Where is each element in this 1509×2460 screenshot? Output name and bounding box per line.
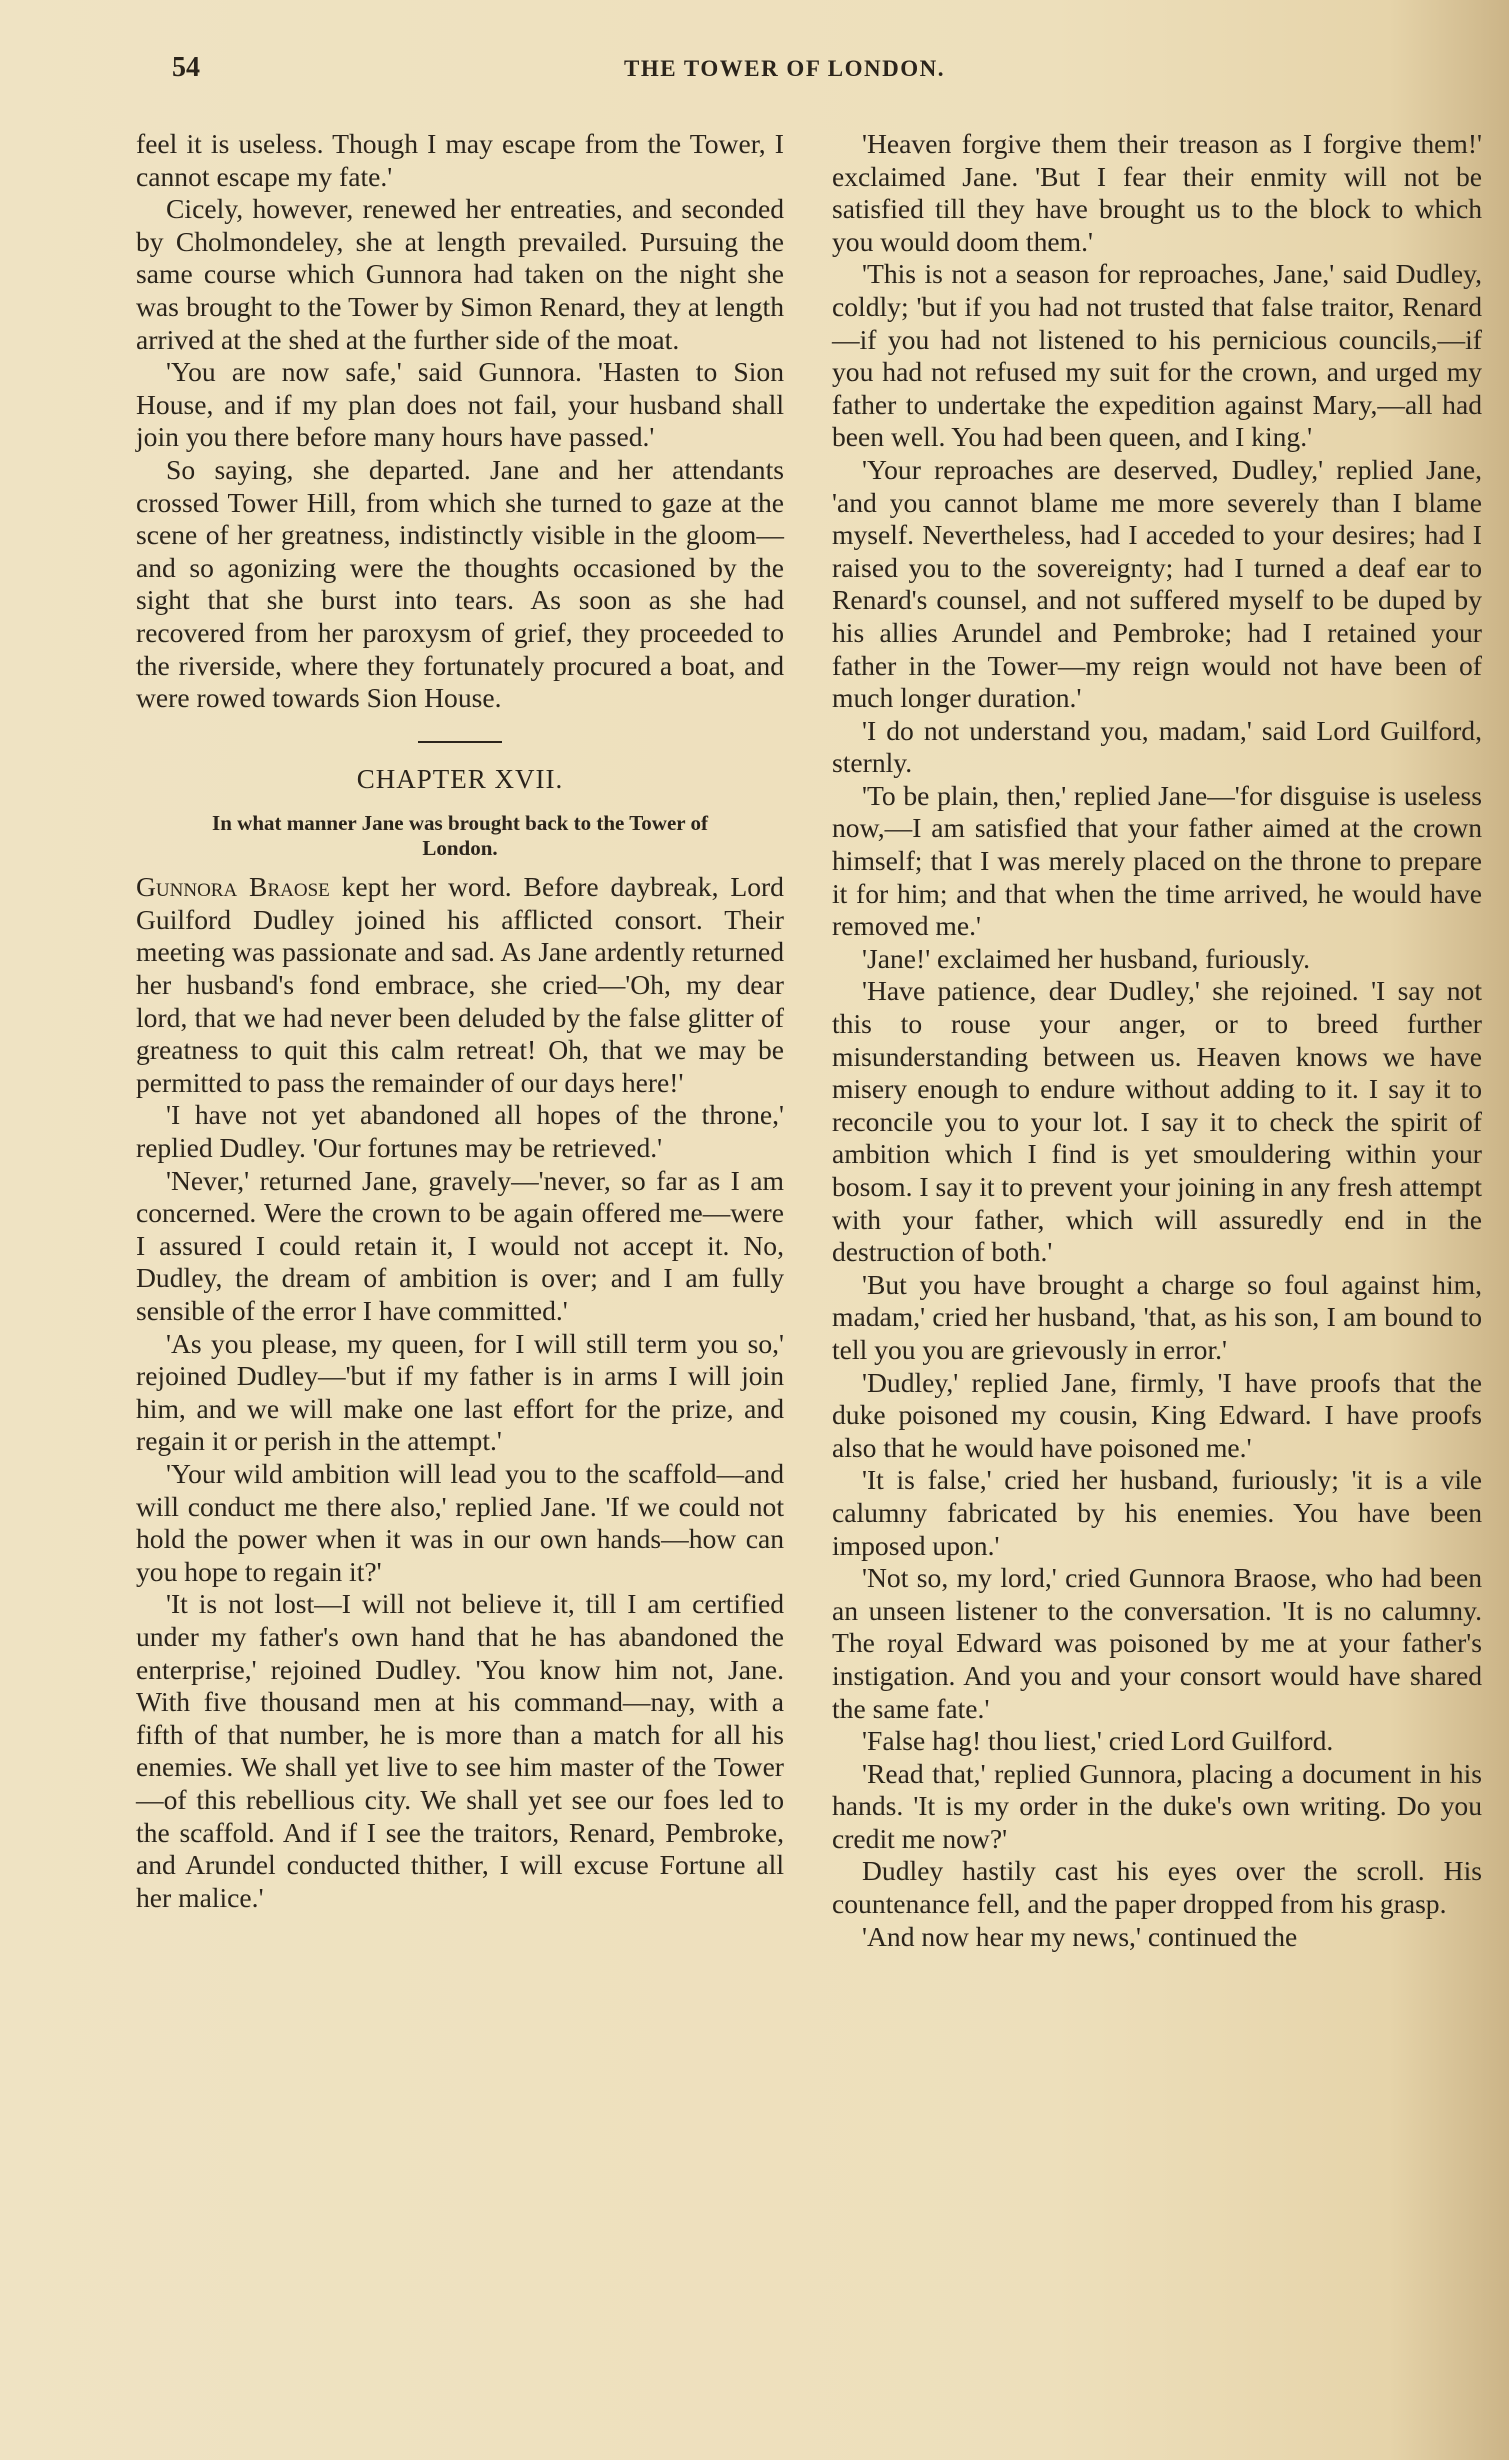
paragraph: Cicely, however, renewed her entreaties, and seconded by Cholmondeley, she at length prevailed. Pursuing the same course which Gunnora had taken on the night she was brought to the Tower by Simon Renard, they at length arrived at the shed at the further side of the moat.: [136, 193, 784, 355]
paragraph: 'This is not a season for reproaches, Jane,' said Dudley, coldly; 'but if you had not trusted that false traitor, Renard—if you had not listened to his pernicious councils,—if you had not refused my suit for the crown, and urged my father to undertake the expedition against Mary,—all had been well. You had been queen, and I king.': [832, 258, 1482, 453]
paragraph: 'I do not understand you, madam,' said Lord Guilford, sternly.: [832, 714, 1482, 779]
paragraph: 'To be plain, then,' replied Jane—'for disguise is useless now,—I am satisfied that your father aimed at the crown himself; that I was merely placed on the throne to prepare it for him; and that when the time arrived, he would have removed me.': [832, 779, 1482, 942]
paragraph: 'Your reproaches are deserved, Dudley,' replied Jane, 'and you cannot blame me more severely than I blame myself. Nevertheless, had I acceded to your desires; had I raised you to the sovereignty; had I turned a deaf ear to Renard's counsel, and not suffered myself to be duped by his allies Arundel and Pembroke; had I retained your father in the Tower—my reign would not have been of much longer duration.': [832, 453, 1482, 714]
paragraph: [136, 871, 784, 1099]
paragraph: 'I have not yet abandoned all hopes of the throne,' replied Dudley. 'Our fortunes may be retrieved.': [136, 1099, 784, 1164]
paragraph: 'As you please, my queen, for I will still term you so,' rejoined Dudley—'but if my father is in arms I will join him, and we will make one last effort for the prize, and regain it or perish in the attempt.': [136, 1327, 784, 1457]
paragraph: 'And now hear my news,' continued the: [862, 1920, 1298, 1952]
paragraph: 'You are now safe,' said Gunnora. 'Hasten to Sion House, and if my plan does not fail, your husband shall join you there before many hours have passed.': [136, 356, 784, 453]
paragraph: feel it is useless. Though I may escape from the Tower, I cannot escape my fate.': [136, 128, 784, 192]
paragraph: 'Read that,' replied Gunnora, placing a document in his hands. 'It is my order in the duke's own writing. Do you credit me now?': [832, 1757, 1482, 1854]
left-column: [136, 128, 784, 1914]
paragraph: 'Never,' returned Jane, gravely—'never, so far as I am concerned. Were the crown to be again offered me—were I assured I could retain it, I would not accept it. No, Dudley, the dream of ambition is over; and I am fully sensible of the error I have committed.': [136, 1164, 784, 1326]
page-header: [0, 52, 1509, 92]
paragraph: 'Heaven forgive them their treason as I forgive them!' exclaimed Jane. 'But I fear their enmity will not be satisfied till they have brought us to the block to which you would doom them.': [832, 128, 1482, 257]
chapter-subtitle: In what manner Jane was brought back to the Tower of London.: [212, 811, 708, 861]
paragraph: 'Dudley,' replied Jane, firmly, 'I have proofs that the duke poisoned my cousin, King Edward. I have proofs also that he would have poisoned me.': [832, 1366, 1482, 1463]
chapter-lead-name: Gunnora Braose: [136, 871, 330, 903]
right-column: [832, 128, 1482, 1953]
paragraph: 'It is false,' cried her husband, furiously; 'it is a vile calumny fabricated by his enemies. You have been imposed upon.': [832, 1464, 1482, 1561]
running-title: THE TOWER OF LONDON.: [624, 56, 945, 81]
chapter-title: CHAPTER XVII.: [356, 763, 564, 794]
paragraph: 'But you have brought a charge so foul against him, madam,' cried her husband, 'that, as his son, I am bound to tell you you are grievously in error.': [832, 1268, 1482, 1365]
paragraph: 'Not so, my lord,' cried Gunnora Braose, who had been an unseen listener to the conversation. 'It is no calumny. The royal Edward was poisoned by me at your father's instigation. And you and your consort would have shared the same fate.': [832, 1562, 1482, 1724]
paragraph-text: kept her word. Before daybreak, Lord Guilford Dudley joined his afflicted consort. Their meeting was passionate and sad. As Jane ardently returned her husband's fond embrace, she cried—'Oh, my dear lord, that we had never been deluded by the false glitter of greatness to quit this calm retreat! Oh, that we may be permitted to pass the remainder of our days here!': [136, 871, 784, 1098]
paragraph: 'It is not lost—I will not believe it, till I am certified under my father's own hand that he has abandoned the enterprise,' rejoined Dudley. 'You know him not, Jane. With five thousand men at his command—nay, with a fifth of that number, he is more than a match for all his enemies. We shall yet live to see him master of the Tower—of this rebellious city. We shall yet see our foes led to the scaffold. And if I see the traitors, Renard, Pembroke, and Arundel conducted thither, I will excuse Fortune all her malice.': [136, 1588, 784, 1913]
paragraph: 'Your wild ambition will lead you to the scaffold—and will conduct me there also,' replied Jane. 'If we could not hold the power when it was in our own hands—how can you hope to regain it?': [136, 1457, 784, 1587]
section-divider: [418, 741, 502, 743]
paragraph: Dudley hastily cast his eyes over the scroll. His countenance fell, and the paper dropped from his grasp.: [832, 1855, 1482, 1920]
page-number: 54: [172, 52, 200, 83]
paragraph: So saying, she departed. Jane and her attendants crossed Tower Hill, from which she turned to gaze at the scene of her greatness, indistinctly visible in the gloom—and so agonizing were the thoughts occasioned by the sight that she burst into tears. As soon as she had recovered from her paroxysm of grief, they proceeded to the riverside, where they fortunately procured a boat, and were rowed towards Sion House.: [136, 453, 784, 714]
paragraph: 'Have patience, dear Dudley,' she rejoined. 'I say not this to rouse your anger, or to breed further misunderstanding between us. Heaven knows we have misery enough to endure without adding to it. I say it to reconcile you to your lot. I say it to check the spirit of ambition which I find is yet smouldering within your bosom. I say it to prevent your joining in any fresh attempt with your father, which will assuredly end in the destruction of both.': [832, 975, 1482, 1268]
paragraph: 'False hag! thou liest,' cried Lord Guilford.: [862, 1725, 1334, 1757]
paragraph: 'Jane!' exclaimed her husband, furiously.: [862, 942, 1310, 974]
